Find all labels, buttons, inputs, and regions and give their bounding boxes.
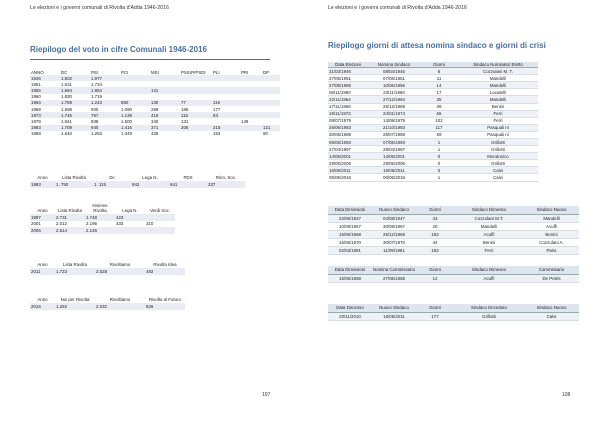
column-header: Sindaco Nuovo [524, 304, 579, 313]
table-cell: Cozzulani M.T. [454, 215, 524, 223]
table-cell: 07/06/1993 [368, 139, 420, 146]
table-cell: 16/06/1968 [328, 231, 372, 239]
table-cell: 797 [90, 112, 120, 118]
results-2016-table [30, 291, 185, 310]
table-cell: 14 [420, 82, 458, 89]
table-cell: 08/07/1979 [328, 117, 368, 124]
table-cell: 1.139 [120, 112, 150, 118]
table-cell: Calvi [458, 174, 538, 181]
decadence-table [328, 304, 579, 321]
table-cell: 1.349 [121, 131, 132, 137]
table-row [328, 239, 579, 247]
table-cell: 193 [416, 247, 454, 255]
table-cell [240, 131, 262, 137]
column-header: Lista Rivolta [63, 262, 87, 268]
table-cell: 14/05/2001 [328, 153, 368, 160]
column-header: Lega N. [122, 208, 138, 214]
page-number: 108 [562, 392, 571, 398]
column-header: Anno [37, 208, 48, 214]
table-cell: 121 [262, 125, 280, 131]
table-cell: 1979 [31, 118, 41, 124]
column-header: Data Dimissioni [328, 206, 372, 215]
table-row [328, 146, 538, 153]
heading-rule [30, 59, 270, 60]
table-cell [145, 227, 175, 234]
column-header: Data Elezioni [328, 62, 368, 68]
table-cell: 0 [420, 167, 458, 174]
table-cell: 419 [150, 112, 180, 118]
votes-table [30, 67, 280, 137]
table-cell: 19/11/1973 [328, 110, 368, 117]
table-cell: 35 [420, 96, 458, 103]
table-cell: 1.243 [90, 100, 120, 106]
table-cell: 2.032 [95, 303, 145, 310]
column-header: Giorni [416, 266, 454, 275]
table-cell: 2006 [30, 227, 55, 234]
table-cell: 07/06/1951 [368, 75, 420, 82]
right-page [300, 0, 600, 424]
table-cell: Ferri [454, 247, 524, 255]
table-cell: 2001 [30, 221, 55, 228]
table-cell: 2.196 [85, 221, 115, 228]
table-cell: Cozzulani A. [524, 239, 579, 247]
table-cell: 130 [150, 100, 180, 106]
table-cell: 26/12/1968 [372, 231, 416, 239]
table-cell: 27/12/1964 [368, 96, 420, 103]
table-cell: 26/12/1968 [368, 103, 420, 110]
column-header: Lega N. [142, 175, 158, 181]
table-cell: Mandelli [524, 215, 579, 223]
table-cell: Paris [524, 247, 579, 255]
table-row [328, 174, 538, 181]
table-cell: 1.830 [61, 94, 72, 100]
table-cell: Acuffi [454, 275, 524, 283]
table-cell [115, 227, 145, 234]
table-cell: 131 [181, 118, 189, 124]
table-row [328, 110, 538, 117]
table-cell: 16/05/2011 [368, 167, 420, 174]
column-header: PDS [183, 175, 193, 181]
page-heading: Riepilogo giorni di attesa nomina sindaco e giorni di crisi [328, 41, 546, 50]
table-cell: 1997 [30, 214, 55, 221]
page-number: 107 [262, 392, 271, 398]
table-cell: 2.731 [55, 214, 85, 221]
column-header: Giorni [416, 206, 454, 215]
table-cell: 27/04/1997 [328, 146, 368, 153]
table-cell: 371 [150, 125, 180, 131]
table-cell: 1 [420, 174, 458, 181]
column-header: Nuovo Sindaco [372, 304, 416, 313]
table-cell: 15/06/1968 [328, 275, 372, 283]
column-header: Data Dimissioni [328, 266, 372, 275]
table-cell: 10/06/1956 [368, 82, 420, 89]
table-cell: Benini [524, 231, 579, 239]
column-header: Rivoltiamo [109, 262, 131, 268]
column-header: ANNO [31, 69, 44, 75]
table-cell: 06/06/1993 [328, 139, 368, 146]
table-row [328, 103, 538, 110]
table-cell: 43 [416, 215, 454, 223]
table-cell: 1968 [31, 106, 41, 112]
column-header: Anno [37, 175, 48, 181]
column-header: Sindaco Dimesso [454, 266, 524, 275]
table-cell: 30/09/1967 [372, 223, 416, 231]
table-cell: 1960 [31, 94, 41, 100]
results-1993-table [30, 169, 245, 188]
table-row [328, 139, 538, 146]
table-header-row [30, 67, 280, 75]
column-header: Lista Rivolta [58, 208, 82, 214]
table-cell: 1.709 [60, 125, 90, 131]
table-cell: 215 [212, 125, 240, 131]
table-cell: 14/05/2001 [368, 153, 420, 160]
table-cell: 1.090 [121, 106, 132, 112]
table-cell: 119 [212, 100, 240, 106]
table-row [328, 275, 579, 283]
column-header: Rivolta Idea [153, 262, 177, 268]
table-cell: 1.748 [85, 214, 115, 221]
commissario-table [328, 266, 579, 283]
table-cell: 1.759 [60, 100, 90, 106]
table-cell: De Petris [524, 275, 579, 283]
table-cell: 27/05/1956 [328, 82, 368, 89]
column-header: Lista Rivolta [62, 175, 86, 181]
table-cell: 1973 [30, 112, 60, 118]
table-cell: 941 [169, 181, 207, 188]
column-header: Rivoltiamo [109, 297, 131, 303]
table-cell: Ferri [458, 117, 538, 124]
column-header: Data Decesso [328, 304, 372, 313]
table-cell: 153 [213, 131, 221, 137]
table-header-row [328, 62, 538, 68]
table-cell: 2.514 [55, 227, 85, 234]
elections-table [328, 62, 538, 182]
table-cell [180, 131, 212, 137]
table-cell: Mandelli [458, 75, 538, 82]
table-cell: 193 [416, 231, 454, 239]
table-cell: 1956 [30, 87, 60, 93]
table-cell: 83 [212, 112, 240, 118]
table-row [328, 96, 538, 103]
table-cell: 423 [115, 214, 145, 221]
table-cell: Ferri [458, 110, 538, 117]
table-row [328, 75, 538, 82]
table-row [328, 223, 579, 231]
table-row [328, 124, 538, 131]
table-cell: 102 [420, 117, 458, 124]
column-header: Giorni [416, 304, 454, 313]
table-cell: 1.723 [55, 268, 95, 275]
table-row [30, 227, 175, 234]
table-row [30, 181, 245, 188]
table-row [328, 153, 538, 160]
column-header: Nomina Commissario [372, 266, 416, 275]
table-cell: 1.694 [60, 87, 90, 93]
table-row [30, 303, 185, 310]
table-cell: Grillotti [458, 146, 538, 153]
table-cell: Mandelli [458, 96, 538, 103]
column-header: PLI [213, 69, 220, 75]
table-cell: 1.734 [91, 81, 102, 87]
table-row [328, 117, 538, 124]
table-cell: 1.598 [61, 106, 72, 112]
column-header: Anno [37, 262, 48, 268]
table-cell: Mandelli [454, 223, 524, 231]
table-cell: Locatelli [458, 89, 538, 96]
table-cell: Calvi [458, 167, 538, 174]
table-cell: 29/05/2006 [328, 160, 368, 167]
table-cell: 28/07/1988 [368, 131, 420, 138]
column-header: Sindaco Nominato/ Eletto [458, 62, 538, 68]
table-cell: 310 [145, 221, 175, 228]
table-cell: 2.145 [85, 227, 115, 234]
table-row [328, 131, 538, 138]
table-cell: 942 [131, 181, 169, 188]
table-cell: 860 [120, 100, 150, 106]
table-cell: 1.977 [90, 75, 120, 81]
table-cell: 940 [90, 125, 120, 131]
table-row [328, 82, 538, 89]
table-cell: Cozzulani M. T. [458, 68, 538, 75]
table-cell: 1 [420, 139, 458, 146]
table-cell: 26/06/1983 [328, 124, 368, 131]
table-cell: 1.416 [120, 125, 150, 131]
table-cell: 04/08/1947 [372, 215, 416, 223]
table-header-row [328, 206, 579, 215]
table-cell: 66 [420, 110, 458, 117]
table-cell: 05/06/2016 [328, 174, 368, 181]
table-row [328, 247, 579, 255]
table-cell: 21/10/1983 [368, 124, 420, 131]
table-cell: 930 [91, 106, 99, 112]
table-cell: 1.631 [61, 81, 72, 87]
table-cell: 1983 [30, 125, 60, 131]
table-cell: 16/05/2011 [372, 313, 416, 321]
table-cell: Acuffi [454, 231, 524, 239]
resignations-table [328, 206, 579, 255]
column-header: Rinn. Soc. [215, 175, 237, 181]
table-cell: 337 [207, 181, 245, 188]
table-cell: 2016 [30, 303, 55, 310]
table-cell: 428 [151, 131, 159, 137]
table-cell: 06/06/2016 [368, 174, 420, 181]
table-row [328, 215, 579, 223]
table-cell: 17/11/1968 [328, 103, 368, 110]
table-cell: 11 [420, 75, 458, 82]
table-cell: 1.500 [121, 118, 132, 124]
table-header-row [328, 304, 579, 313]
table-cell: 1 [420, 146, 458, 153]
table-cell: 77 [180, 100, 212, 106]
column-header: Anno [37, 297, 48, 303]
table-cell: 16/06/1970 [328, 239, 372, 247]
table-cell: 30/07/1970 [372, 239, 416, 247]
table-cell: Grillotti [458, 139, 538, 146]
table-cell: 1.502 [60, 75, 90, 81]
table-cell: Mondonico [458, 153, 538, 160]
running-head: Le elezioni e i governi comunali di Rivolta d'Adda 1946-2016 [328, 5, 467, 11]
table-cell: 1. 115 [93, 181, 131, 188]
column-header: PRI [241, 69, 249, 75]
column-header: Sindaco Deceduto [454, 304, 524, 313]
table-cell: 1. 750 [55, 181, 93, 188]
table-cell: 24/01/1974 [368, 110, 420, 117]
table-cell: 06/11/1960 [328, 89, 368, 96]
table-row [30, 118, 280, 124]
table-header-row [30, 202, 175, 214]
column-header: Nomina Sindaco [368, 62, 420, 68]
table-header-row [30, 256, 185, 268]
table-cell: 90 [263, 131, 268, 137]
table-cell: 2011 [30, 268, 55, 275]
table-cell: 115 [180, 112, 212, 118]
table-cell: 28/04/1997 [368, 146, 420, 153]
table-cell: 1951 [31, 81, 41, 87]
column-header: PCI [121, 69, 129, 75]
table-cell: 1.954 [90, 87, 120, 93]
table-row [328, 68, 538, 75]
column-header: MSI [151, 69, 159, 75]
table-cell: 1993 [30, 181, 55, 188]
table-cell: Acuffi [524, 223, 579, 231]
table-cell: 2.528 [95, 268, 145, 275]
column-header: PSI [91, 69, 99, 75]
table-cell: 22/06/1947 [328, 215, 372, 223]
table-row [328, 231, 579, 239]
table-cell: 333 [115, 221, 145, 228]
table-cell: Benini [454, 239, 524, 247]
column-header: Giorni [420, 62, 458, 68]
column-header: Sindaco Nuovo [524, 206, 579, 215]
table-cell: 30/05/1988 [328, 131, 368, 138]
column-header: PSIUP/PSDI [181, 69, 206, 75]
table-cell: Pasquali ni [458, 124, 538, 131]
table-row [30, 131, 280, 137]
table-cell: 14/09/1979 [368, 117, 420, 124]
table-cell: 1.719 [91, 94, 102, 100]
table-header-row [30, 169, 245, 181]
column-header: DC [61, 69, 68, 75]
table-cell: 1988 [31, 131, 41, 137]
table-row [328, 167, 538, 174]
table-cell: 20 [416, 223, 454, 231]
table-cell: 23/11/1960 [368, 89, 420, 96]
page-heading: Riepilogo del voto in cifre Comunali 1946-2016 [30, 45, 207, 54]
table-cell: 131 [150, 87, 180, 93]
table-cell: 02/03/1981 [328, 247, 372, 255]
table-cell: 177 [416, 313, 454, 321]
column-header: Nuovo Sindaco [372, 206, 416, 215]
table-cell: Pasquali ni [458, 131, 538, 138]
table-cell: 826 [145, 303, 185, 310]
column-header: Insieme Rivolta [92, 203, 108, 214]
table-cell: 16/05/2011 [328, 167, 368, 174]
table-cell: Grillotti [454, 313, 524, 321]
table-cell: 20/11/2010 [328, 313, 372, 321]
running-head: Le elezioni e i governi comunali di Rivolta d'Adda 1946-2016 [30, 5, 169, 11]
table-cell: 492 [145, 268, 185, 275]
column-header: DP [263, 69, 270, 75]
table-row [30, 268, 185, 275]
table-cell: 1.745 [60, 112, 90, 118]
table-row [328, 89, 538, 96]
results-2011-table [30, 256, 185, 275]
table-cell: 186 [181, 106, 189, 112]
table-cell: Mandelli [458, 82, 538, 89]
column-header: Verdi Soc. [149, 208, 170, 214]
table-cell: 1.640 [61, 131, 72, 137]
table-cell: 10/09/1967 [328, 223, 372, 231]
table-cell: 12 [416, 275, 454, 283]
table-cell: 1964 [30, 100, 60, 106]
table-cell: 08/04/1946 [368, 68, 420, 75]
table-cell: Calvi [524, 313, 579, 321]
table-cell: 1946 [30, 75, 60, 81]
table-cell: 59 [420, 131, 458, 138]
table-cell: 27/05/1951 [328, 75, 368, 82]
column-header: Sindaco Dimesso [454, 206, 524, 215]
table-cell: 22/11/1964 [328, 96, 368, 103]
table-cell: 149 [241, 118, 249, 124]
table-cell: 2.012 [55, 221, 85, 228]
column-header: Commissario [524, 266, 579, 275]
column-header: Noi per Rivolta [60, 297, 90, 303]
table-cell: 11/09/1981 [372, 247, 416, 255]
table-cell: 206 [180, 125, 212, 131]
table-cell: 0 [420, 160, 458, 167]
table-cell: 340 [151, 118, 159, 124]
table-row [328, 160, 538, 167]
table-cell: 1.941 [61, 118, 72, 124]
table-cell: 838 [91, 118, 99, 124]
table-cell: 117 [420, 124, 458, 131]
table-cell: 31/03/1946 [328, 68, 368, 75]
column-header: Rivolta al Futuro [149, 297, 181, 303]
table-header-row [328, 266, 579, 275]
table-cell: Grillotti [458, 160, 538, 167]
table-cell: 44 [416, 239, 454, 247]
table-cell: 1.253 [55, 303, 95, 310]
column-header: Dc [109, 175, 115, 181]
table-cell: 0 [420, 153, 458, 160]
table-cell: Benini [458, 103, 538, 110]
table-cell: 39 [420, 103, 458, 110]
table-cell: 29/05/2006 [368, 160, 420, 167]
table-cell: 27/06/1968 [372, 275, 416, 283]
table-cell: 177 [213, 106, 221, 112]
table-cell: 1.283 [91, 131, 102, 137]
table-cell: 268 [151, 106, 159, 112]
results-1997-table [30, 202, 175, 234]
table-row [328, 313, 579, 321]
table-cell: 17 [420, 89, 458, 96]
table-header-row [30, 291, 185, 303]
table-cell: 6 [420, 68, 458, 75]
